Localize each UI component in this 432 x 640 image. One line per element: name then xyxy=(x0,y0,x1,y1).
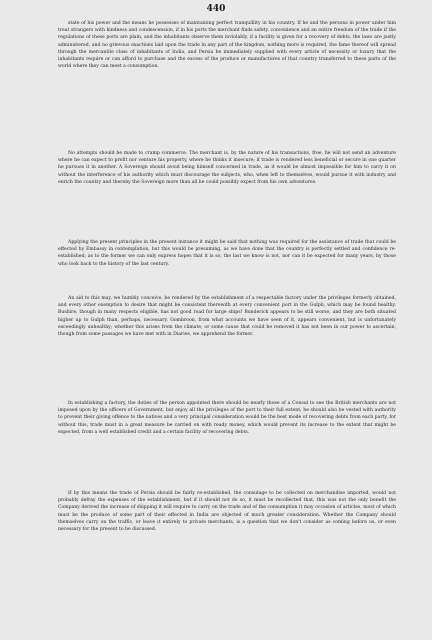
paragraph-3: Applying the present principles in the present instance it might be said that nothing was required for the assistance of trade that could be effected by Embassy in contemplation, but this would be presuming, as we have done that the country is perfectly settled and confidence re-established; as to the former we can only express hopes that it is so, the last we know is not, nor can it be expected for many years, by those who look back to the history of the last century. xyxy=(58,240,396,267)
paragraph-2-block xyxy=(58,150,396,186)
paragraph-5: In establishing a factory, the duties of the person appointed there should be nearly those of a Consul to see the British merchants are not imposed upon by the officers of Government, but enjoy all the privileges of the port to their full extent; he should also be vested with authority to prevent their giving offence to the natives and a very principal consideration would be the best mode of recovering debts from each party, for without this, trade must in a great measure be carried on with ready money, which would prevent its increase to the extent that might be expected, from a well established credit and a certain facility of recovering debts. xyxy=(58,401,396,435)
paragraph-5-block xyxy=(58,400,396,436)
paragraph-1-block xyxy=(58,20,396,70)
page-number: 440 xyxy=(206,4,226,14)
paragraph-6-block xyxy=(58,490,396,533)
paragraph-4: An aid to this may, we humbly conceive, be rendered by the establishment of a respectable factory under the privileges formerly obtained, and every other exemption to desire that might be consistent therewith at every convenient port in the Gulph, which may be found healthy. Bushire, though in many respects eligible, has not good road for large ships! Bunderick appears to be still worse, and they are both situated higher up to Gulph than, perhaps, necessary. Gombroon, from what accounts we have seen of it, appears convenient, but is unfortunately exceedingly unhealthy; whether this arises from the climate, or some cause that could be removed it has not been in our power to ascertain, though from some passages we have met with in Diaries, we apprehend the former. xyxy=(58,296,396,338)
paragraph-2: No attempts should be made to cramp commerce. The merchant is, by the nature of his transactions, free, he will not send an adventure where he can expect to profit nor venture his property, where he thinks it insecure; if trade is rendered less beneficial or secure in one quarter he pursues it in another. A Sovereign should avoid being himself concerned in trade, as it would be almost impossible for him to carry it on without the interference of his authority which must discourage the subjects, who, when left to themselves, would pursue it with industry and enrich the country and thereby the Sovereign more than all he could possibly expect from his own adventures. xyxy=(58,151,396,185)
paragraph-1: state of his power and the means he possesses of maintaining perfect tranquillity in his country. If he and the persons in power under him treat strangers with kindness and condescension, if in his ports the merchant finds safety, convenience and an entire freedom of the trade if the regulations of these ports are plain, and the inhabitants observe them inviolably, if a facility is given for a recovery of debts, the laws are justly administered, and no grievous exactions laid upon the trade in any part of the kingdom, nothing more is required, the fame thereof will spread through the mercantile class of inhabitants of India, and Persia be immediately supplied with every article of necessity or luxury that the inhabitants require or can afford to purchase and the excess of the produce or manufactures of that country transferred to these parts of the world where they can meet a consumption. xyxy=(58,21,396,70)
paragraph-6: If by this means the trade of Persia should be fairly re-established, the consulage to be collected on merchandise imported, would not probably defray the expenses of the establishment, but if it should not do so, it must be recollected that, this was not the only benefit the Company derived the increase of shipping it will require to carry on the trade and of the consumption it may occasion of articles, most of which must be the produce of some part of their effected in India are objected of much greater consideration. Whether the Company should themselves carry on the traffic, or leave it entirely to private merchants, is a question that we don't consider as coming before us, or even necessary for the present to be discussed. xyxy=(58,491,396,533)
paragraph-3-block xyxy=(58,239,396,268)
paragraph-4-block xyxy=(58,295,396,338)
